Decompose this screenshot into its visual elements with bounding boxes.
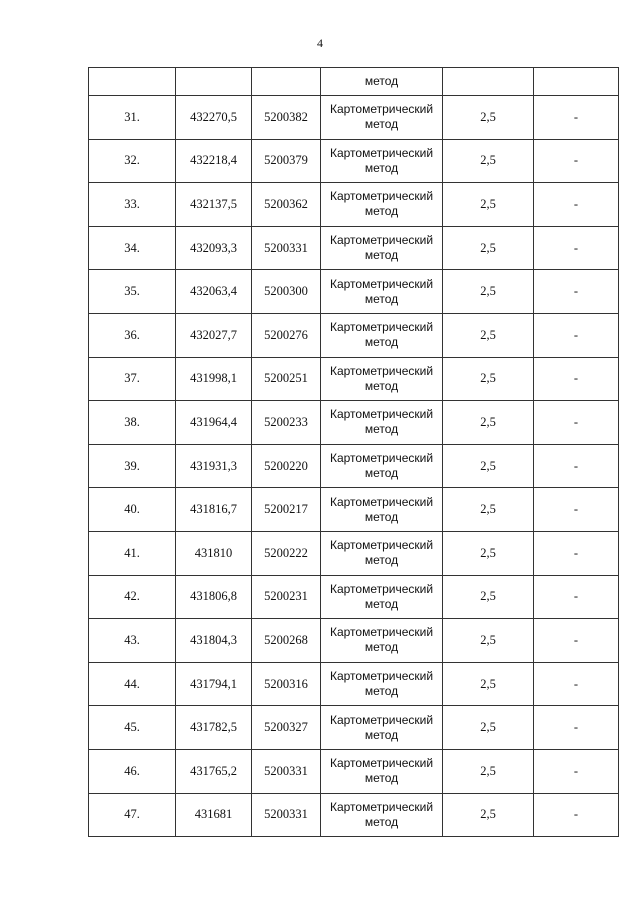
table-row: [89, 488, 619, 532]
cell-number: 34.: [89, 226, 176, 270]
cell-accuracy: 2,5: [443, 619, 534, 663]
cell-y: 5200382: [252, 96, 321, 140]
cell-y: 5200217: [252, 488, 321, 532]
cell-note: -: [534, 749, 619, 793]
cell-method: Картометрический метод: [321, 749, 443, 793]
cell-number: 38.: [89, 401, 176, 445]
cell-x: 432093,3: [176, 226, 252, 270]
cell-note: -: [534, 488, 619, 532]
cell-method: Картометрический метод: [321, 313, 443, 357]
table-row: [89, 444, 619, 488]
cell-method: Картометрический метод: [321, 226, 443, 270]
table-row: [89, 270, 619, 314]
cell-y: 5200233: [252, 401, 321, 445]
cell-method: Картометрический метод: [321, 183, 443, 227]
cell-y: 5200276: [252, 313, 321, 357]
cell-method: Картометрический метод: [321, 401, 443, 445]
table-row: [89, 401, 619, 445]
cell-accuracy: 2,5: [443, 226, 534, 270]
cell-y: 5200379: [252, 139, 321, 183]
cell-note: -: [534, 313, 619, 357]
table-row: [89, 139, 619, 183]
cell-y: 5200251: [252, 357, 321, 401]
cell-accuracy: 2,5: [443, 575, 534, 619]
cell-method: Картометрический метод: [321, 793, 443, 837]
cell-x: [176, 68, 252, 96]
cell-x: 431804,3: [176, 619, 252, 663]
cell-note: -: [534, 531, 619, 575]
cell-x: 431998,1: [176, 357, 252, 401]
cell-accuracy: 2,5: [443, 357, 534, 401]
cell-method: Картометрический метод: [321, 357, 443, 401]
cell-accuracy: 2,5: [443, 706, 534, 750]
table-row: [89, 183, 619, 227]
cell-number: 32.: [89, 139, 176, 183]
cell-accuracy: 2,5: [443, 749, 534, 793]
table-row: [89, 749, 619, 793]
cell-note: -: [534, 575, 619, 619]
cell-accuracy: 2,5: [443, 793, 534, 837]
cell-x: 431765,2: [176, 749, 252, 793]
table-row: [89, 531, 619, 575]
table-row: [89, 96, 619, 140]
cell-accuracy: 2,5: [443, 270, 534, 314]
cell-method: Картометрический метод: [321, 139, 443, 183]
cell-y: 5200327: [252, 706, 321, 750]
cell-accuracy: 2,5: [443, 96, 534, 140]
cell-number: 44.: [89, 662, 176, 706]
cell-number: 47.: [89, 793, 176, 837]
cell-x: 431931,3: [176, 444, 252, 488]
cell-x: 431806,8: [176, 575, 252, 619]
cell-number: [89, 68, 176, 96]
table-row: [89, 619, 619, 663]
continued-row: [89, 68, 619, 96]
table-row: [89, 575, 619, 619]
cell-accuracy: 2,5: [443, 401, 534, 445]
cell-y: 5200331: [252, 749, 321, 793]
cell-x: 431681: [176, 793, 252, 837]
cell-method: метод: [321, 68, 443, 96]
table-row: [89, 662, 619, 706]
cell-note: -: [534, 96, 619, 140]
cell-method: Картометрический метод: [321, 444, 443, 488]
cell-note: -: [534, 357, 619, 401]
cell-method: Картометрический метод: [321, 96, 443, 140]
cell-x: 432137,5: [176, 183, 252, 227]
cell-number: 31.: [89, 96, 176, 140]
cell-y: 5200331: [252, 226, 321, 270]
cell-y: 5200316: [252, 662, 321, 706]
cell-accuracy: 2,5: [443, 139, 534, 183]
cell-y: 5200220: [252, 444, 321, 488]
cell-number: 41.: [89, 531, 176, 575]
table-row: [89, 313, 619, 357]
cell-method: Картометрический метод: [321, 531, 443, 575]
cell-note: -: [534, 183, 619, 227]
cell-accuracy: 2,5: [443, 313, 534, 357]
cell-accuracy: 2,5: [443, 531, 534, 575]
cell-note: -: [534, 139, 619, 183]
cell-note: -: [534, 706, 619, 750]
cell-method: Картометрический метод: [321, 619, 443, 663]
table-row: [89, 226, 619, 270]
table-row: [89, 706, 619, 750]
cell-y: [252, 68, 321, 96]
cell-note: -: [534, 270, 619, 314]
cell-x: 432063,4: [176, 270, 252, 314]
cell-accuracy: 2,5: [443, 488, 534, 532]
cell-y: 5200268: [252, 619, 321, 663]
cell-y: 5200362: [252, 183, 321, 227]
cell-method: Картометрический метод: [321, 575, 443, 619]
cell-x: 432027,7: [176, 313, 252, 357]
cell-method: Картометрический метод: [321, 270, 443, 314]
cell-accuracy: 2,5: [443, 183, 534, 227]
cell-note: -: [534, 444, 619, 488]
cell-note: [534, 68, 619, 96]
cell-x: 431964,4: [176, 401, 252, 445]
cell-accuracy: 2,5: [443, 662, 534, 706]
page-number: 4: [317, 36, 323, 50]
table-row: [89, 357, 619, 401]
cell-method: Картометрический метод: [321, 706, 443, 750]
cell-number: 35.: [89, 270, 176, 314]
cell-note: -: [534, 793, 619, 837]
coordinates-table: [88, 67, 619, 837]
cell-number: 40.: [89, 488, 176, 532]
cell-number: 37.: [89, 357, 176, 401]
cell-x: 432218,4: [176, 139, 252, 183]
cell-number: 42.: [89, 575, 176, 619]
cell-note: -: [534, 226, 619, 270]
cell-note: -: [534, 401, 619, 445]
cell-number: 39.: [89, 444, 176, 488]
cell-method: Картометрический метод: [321, 488, 443, 532]
cell-method: Картометрический метод: [321, 662, 443, 706]
cell-y: 5200222: [252, 531, 321, 575]
cell-note: -: [534, 619, 619, 663]
cell-x: 432270,5: [176, 96, 252, 140]
cell-number: 45.: [89, 706, 176, 750]
cell-accuracy: 2,5: [443, 444, 534, 488]
cell-y: 5200300: [252, 270, 321, 314]
cell-y: 5200231: [252, 575, 321, 619]
cell-number: 46.: [89, 749, 176, 793]
coordinates-table-body: [89, 68, 619, 837]
cell-x: 431816,7: [176, 488, 252, 532]
cell-note: -: [534, 662, 619, 706]
cell-number: 33.: [89, 183, 176, 227]
cell-x: 431810: [176, 531, 252, 575]
cell-number: 36.: [89, 313, 176, 357]
cell-x: 431794,1: [176, 662, 252, 706]
table-row: [89, 793, 619, 837]
cell-y: 5200331: [252, 793, 321, 837]
cell-number: 43.: [89, 619, 176, 663]
cell-x: 431782,5: [176, 706, 252, 750]
cell-accuracy: [443, 68, 534, 96]
